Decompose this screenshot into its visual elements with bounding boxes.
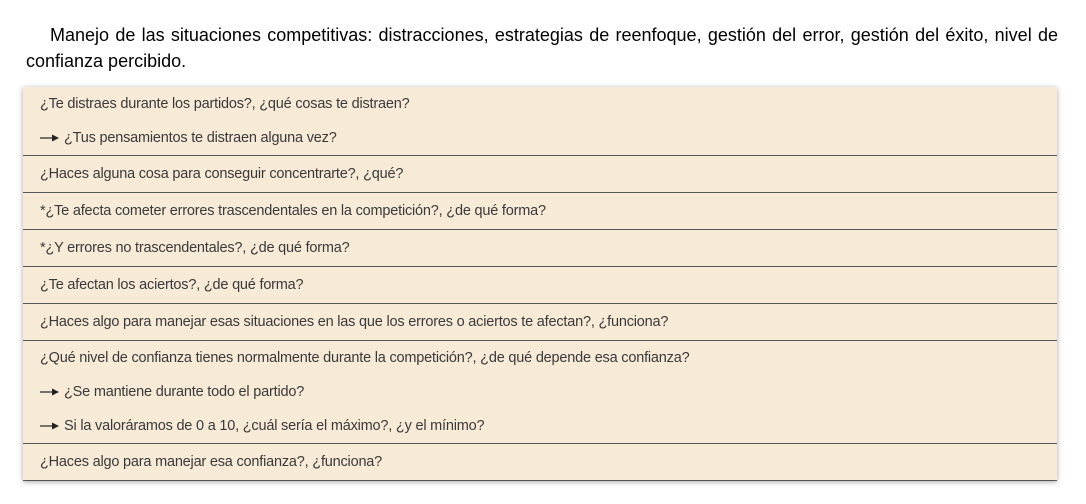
question-text: *¿Y errores no trascendentales?, ¿de qué forma? (40, 240, 350, 256)
question-row (23, 193, 1057, 230)
followup-question (40, 382, 1057, 402)
section-heading: Manejo de las situaciones competitivas: distracciones, estrategias de reenfoque, gestión del error, gestión del éxito, nivel de confianza percibido. (26, 25, 1058, 71)
question-table-container (23, 87, 1057, 481)
arrow-right-icon (40, 421, 60, 431)
arrow-right-icon (40, 133, 60, 143)
followup-text: ¿Se mantiene durante todo el partido? (64, 384, 305, 400)
followup-text: ¿Tus pensamientos te distraen alguna vez? (64, 130, 337, 146)
question-row (23, 341, 1057, 444)
followup-question (40, 128, 1057, 148)
question-text: ¿Haces algo para manejar esa confianza?, ¿funciona? (40, 454, 383, 470)
question-row (23, 267, 1057, 304)
question-row (23, 156, 1057, 193)
question-row (23, 304, 1057, 341)
question-text: ¿Haces alguna cosa para conseguir concentrarte?, ¿qué? (40, 166, 404, 182)
question-row (23, 87, 1057, 156)
followup-text: Si la valoráramos de 0 a 10, ¿cuál sería el máximo?, ¿y el mínimo? (64, 418, 485, 434)
question-text: ¿Te afectan los aciertos?, ¿de qué forma? (40, 277, 304, 293)
question-text: ¿Te distraes durante los partidos?, ¿qué cosas te distraen? (40, 96, 410, 112)
question-text: ¿Haces algo para manejar esas situaciones en las que los errores o aciertos te afectan?, ¿funciona? (40, 314, 669, 330)
question-row (23, 444, 1057, 481)
arrow-right-icon (40, 387, 60, 397)
question-row (23, 230, 1057, 267)
followup-question (40, 416, 1057, 436)
question-table (23, 87, 1057, 481)
question-text: ¿Qué nivel de confianza tienes normalmente durante la competición?, ¿de qué depende esa confianza? (40, 350, 690, 366)
question-text: *¿Te afecta cometer errores trascendentales en la competición?, ¿de qué forma? (40, 203, 546, 219)
